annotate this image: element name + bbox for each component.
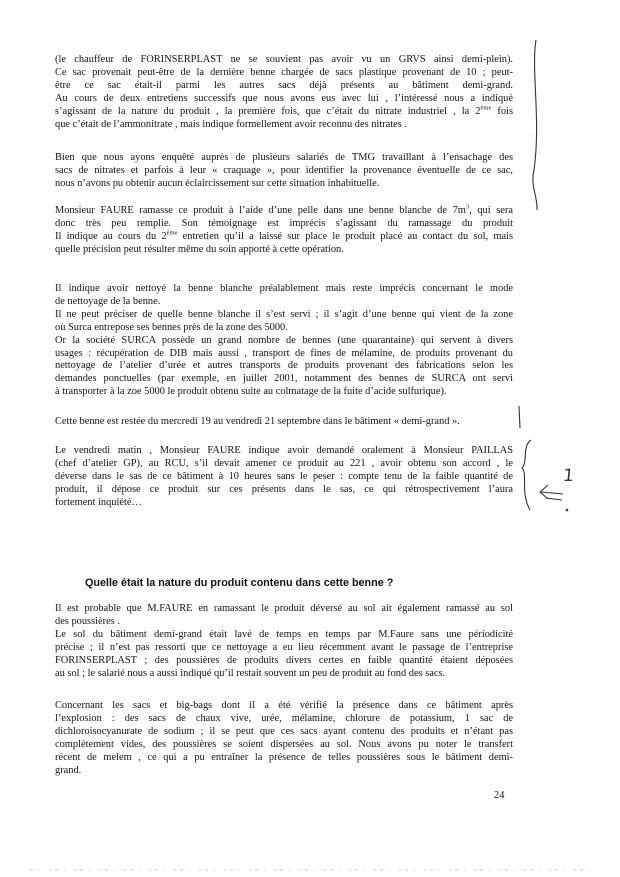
text-line: récent de melem , ce qui a pu entraîner la présence de telles poussières sous le bâtiment demi-: [55, 751, 513, 763]
text-line: complètement vides, des poussières se soient dispersées au sol. Nous avons pu noter le transfert: [55, 738, 513, 750]
text-line: Il est probable que M.FAURE en ramassant le produit déversé au sol ait également ramassé au sol: [55, 603, 513, 614]
text-line: Il ne peut préciser de quelle benne blanche il s’est servi ; il s’agit d’une benne qui vient de la zone: [55, 308, 513, 320]
text-line: Monsieur FAURE ramasse ce produit à l’aide d’une pelle dans une benne blanche de $7m^3$, qui sera: [55, 203, 513, 216]
text-line: Concernant les sacs et big-bags dont il a été vérifié la présence dans ce bâtiment après: [55, 700, 513, 711]
text-line: au sol ; le salarié nous a aussi indiqué qu’il restait souvent un peu de produit au fond des sacs.: [55, 667, 446, 679]
text-line: (le chauffeur de FORINSERPLAST ne se souvient pas avoir vu un GRVS ainsi demi-plein).: [55, 54, 513, 65]
page-number: 24: [494, 790, 505, 801]
text-line: de nettoyage de la benne.: [55, 295, 161, 307]
text-line: des poussières .: [55, 615, 120, 627]
text-line: Il indique avoir nettoyé la benne blanche préalablement mais reste imprécis concernant le mode: [55, 283, 513, 294]
scan-noise: [30, 868, 590, 872]
margin-dot: [566, 509, 569, 512]
text-line: Cette benne est restée du mercredi 19 au vendredi 21 septembre dans le bâtiment « demi-grand ».: [55, 416, 460, 427]
text-line: donc très peu remplie. Son témoignage est imprécis s’agissant du ramassage du produit: [55, 217, 513, 229]
text-line: sacs de nitrates et parfois à leur « craquage », pour identifier la provenance éventuelle de ce sac,: [55, 164, 513, 176]
text-line: Or la société SURCA possède un grand nombre de bennes (une quarantaine) qui servent à divers: [55, 334, 513, 346]
text-line: Le sol du bâtiment demi-grand était lavé de temps en temps par M.Faure sans une périodicité: [55, 628, 513, 640]
text-line: demandes ponctuelles (par exemple, en juillet 2001, notamment des bennes de SURCA ont servi: [55, 373, 513, 385]
text-line: précise ; il n’est pas ressorti que ce nettoyage a eu lieu récemment avant le passage de l’entreprise: [55, 641, 513, 653]
superscript: 3: [465, 203, 470, 211]
text-line: s’agissant de la nature du produit , la première fois, que c’était du nitrate industriel , la 2ème fois: [55, 104, 513, 117]
text-line: que c’était de l’ammonitrate , mais indique formellement avoir reconnu des nitrates .: [55, 118, 408, 130]
superscript: ème: [166, 229, 178, 237]
margin-tick: [519, 406, 520, 428]
text-line: FORINSERPLAST ; des poussières de produits divers certes en faible quantité étaient déposées: [55, 654, 513, 666]
text-line: Il indique au cours du 2ème entretien qu’il a laissé sur place le produit placé au contact du sol, mais: [55, 229, 513, 242]
section-heading: Quelle était la nature du produit contenu dans cette benne ?: [85, 577, 394, 589]
superscript: ème: [480, 104, 492, 112]
text-line: produit, il dépose ce produit sur ces présents dans le sas, ce qui rétrospectivement l’aura: [55, 483, 513, 495]
text-line: être ce sac était-il parmi les autres sacs déjà présents au bâtiment demi-grand.: [55, 79, 513, 91]
text-line: Ce sac provenait peut-être de la dernière benne chargée de sacs plastique provenant de 10 ; peut-: [55, 66, 513, 78]
text-line: où Surca entrepose ses bennes près de la zone des 5000.: [55, 321, 288, 333]
text-line: nettoyage de l’atelier d’urée et autres transports de produits provenant des fabrications selon les: [55, 360, 513, 372]
text-line: grand.: [55, 764, 82, 776]
text-line: Au cours de deux entretiens successifs que nous avons eus avec lui , l’intéressé nous a indiqué: [55, 92, 513, 104]
text-line: fortement inquiété…: [55, 496, 142, 508]
text-line: usages : récupération de DIB mais aussi , transport de fines de mélamine, de produits provenant du: [55, 347, 513, 359]
text-line: l’explosion : des sacs de chaux vive, urée, mélamine, chlorure de potassium, 1 sac de: [55, 712, 513, 724]
text-line: nous n’avons pu obtenir aucun éclaircissement sur cette situation inhabituelle.: [55, 177, 380, 189]
text-line: (chef d’atelier GP), au RCU, s’il devait amener ce produit au 221 , avoir obtenu son accord , le: [55, 457, 513, 469]
text-line: Bien que nous ayons enquêté auprès de plusieurs salariés de TMG travaillant à l’ensachage des: [55, 152, 513, 163]
margin-bracket-top: [533, 40, 537, 210]
text-line: à transporter à la zoe 5000 le produit obtenu suite au colmatage de la fuite d’acide sulfurique).: [55, 386, 447, 398]
text-line: Le vendredi matin , Monsieur FAURE indique avoir demandé oralement à Monsieur PAILLAS: [55, 445, 513, 456]
text-line: dichloroisocyanurate de sodium ; il se peut que ces sacs ayant contenu des produits et n’étant pas: [55, 725, 513, 737]
text-line: déverse dans le sas de ce bâtiment à 10 heures sans le peser : compte tenu de la faible quantité de: [55, 470, 513, 482]
margin-brace: [522, 440, 531, 510]
arrow-left-icon: [540, 485, 563, 500]
text-line: quelle précision peut résulter même du soin apporté à cette opération.: [55, 243, 344, 255]
handwritten-number: 1: [561, 466, 575, 486]
